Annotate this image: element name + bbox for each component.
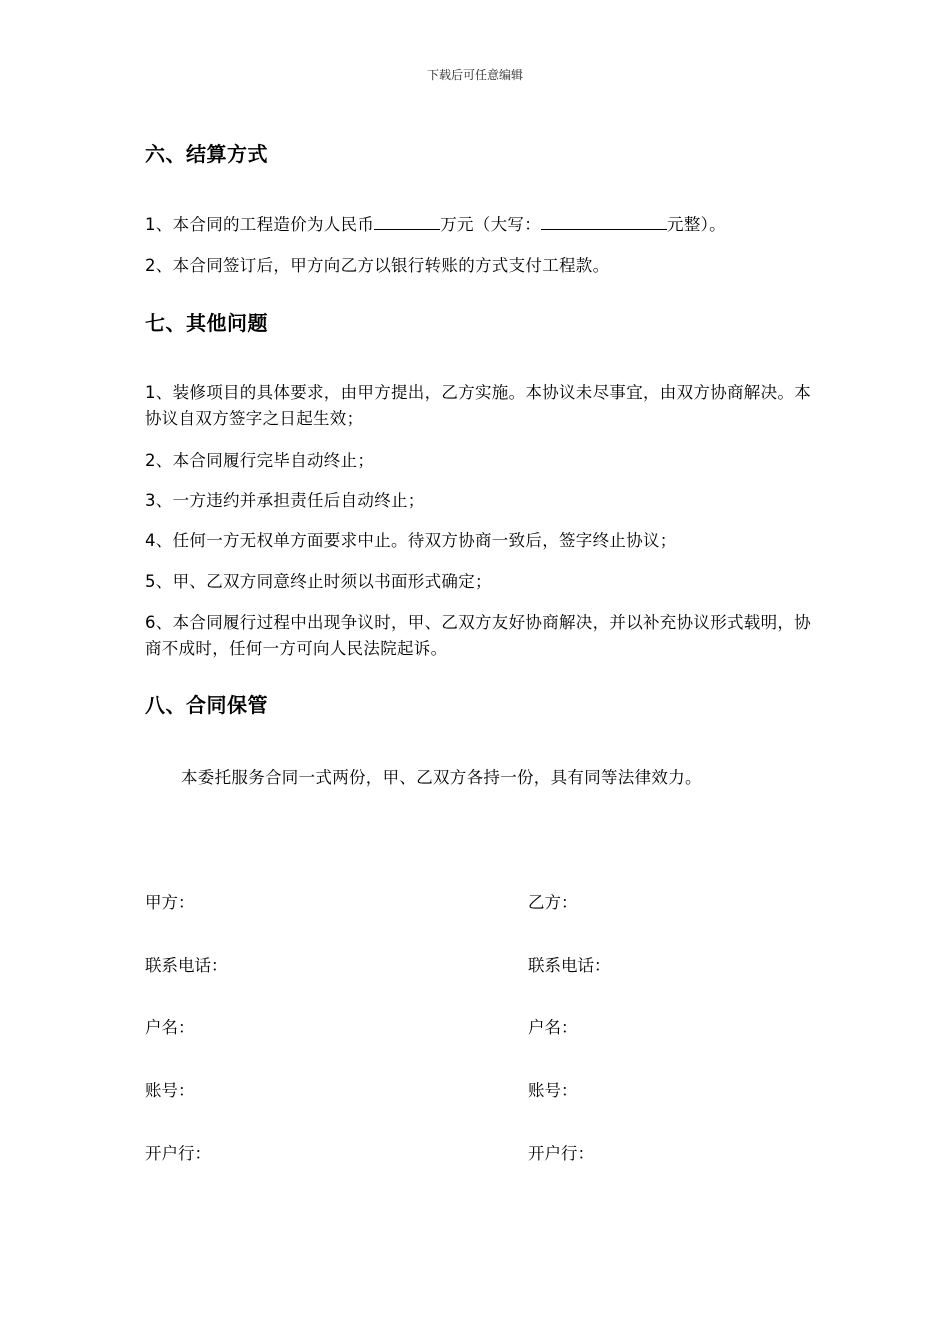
settlement-item-1-text-b: 万元（大写： [440,215,542,234]
party-b-label: 乙方： [528,893,578,912]
party-a-label: 甲方： [145,893,195,912]
party-a-bank-label: 开户行： [145,1144,211,1163]
section-title-settlement: 六、结算方式 [145,142,268,166]
other-item-5: 5、甲、乙双方同意终止时须以书面形式确定； [145,572,492,591]
party-b-bank-label: 开户行： [528,1144,594,1163]
amount-blank [374,212,440,230]
party-a-phone-label: 联系电话： [145,956,228,975]
settlement-item-2: 2、本合同签订后，甲方向乙方以银行转账的方式支付工程款。 [145,256,610,275]
section-title-other: 七、其他问题 [145,311,268,335]
party-b-account-name-label: 户名： [528,1018,578,1037]
section-title-custody: 八、合同保管 [145,693,268,717]
party-a-account-name-label: 户名： [145,1018,195,1037]
party-b-account-number-label: 账号： [528,1081,578,1100]
party-b-phone-label: 联系电话： [528,956,611,975]
custody-text: 本委托服务合同一式两份，甲、乙双方各持一份，具有同等法律效力。 [181,768,702,787]
amount-words-blank [541,212,667,230]
other-item-1: 1、装修项目的具体要求，由甲方提出，乙方实施。本协议未尽事宜，由双方协商解决。本协议自双方签字之日起生效； [145,383,811,428]
party-a-account-number-label: 账号： [145,1081,195,1100]
other-item-6: 6、本合同履行过程中出现争议时，甲、乙双方友好协商解决，并以补充协议形式载明，协商不成时，任何一方可向人民法院起诉。 [145,613,811,658]
other-item-3: 3、一方违约并承担责任后自动终止； [145,491,425,510]
settlement-item-1-text-c: 元整）。 [667,215,726,234]
page-header-note: 下载后可任意编辑 [426,68,523,82]
other-item-2: 2、本合同履行完毕自动终止； [145,451,375,470]
other-item-4: 4、任何一方无权单方面要求中止。待双方协商一致后，签字终止协议； [145,531,677,550]
settlement-item-1 [145,212,813,238]
settlement-item-1-text-a: 1、本合同的工程造价为人民币 [145,215,375,234]
